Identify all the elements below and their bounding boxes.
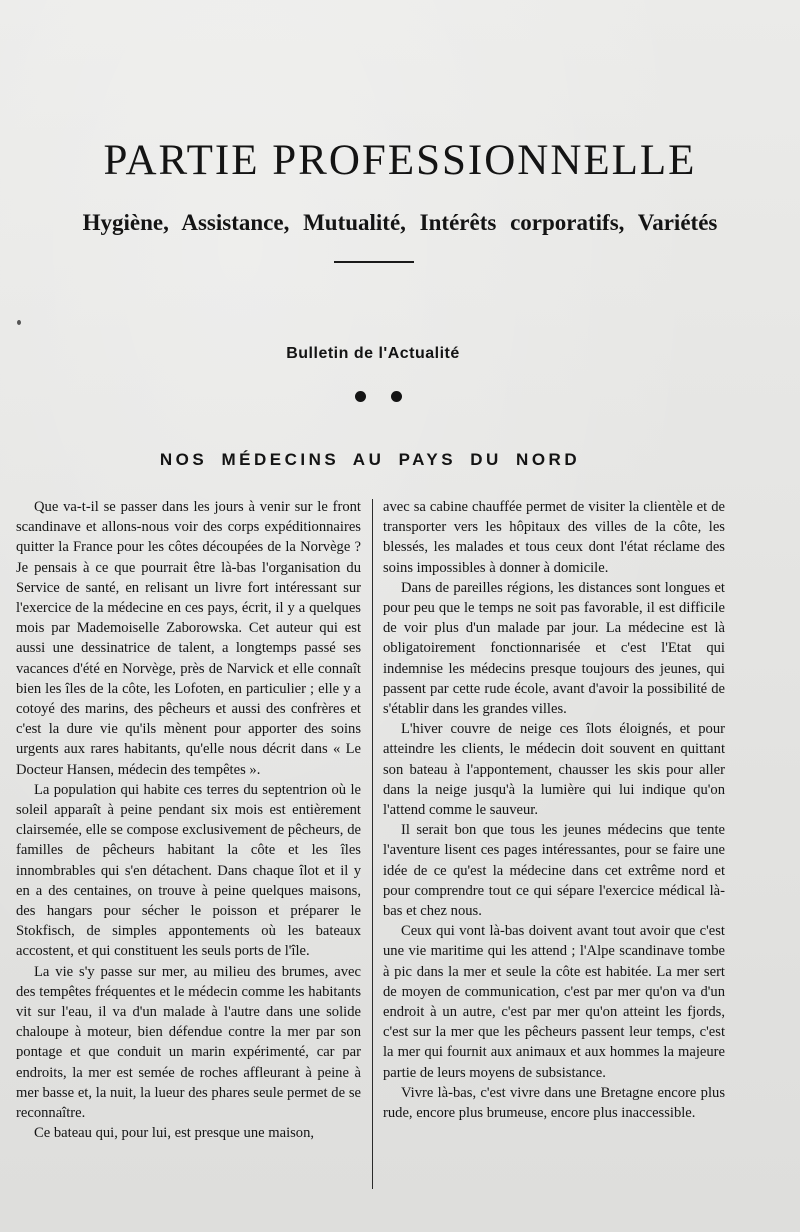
paragraph: L'hiver couvre de neige ces îlots éloignés, et pour atteindre les clients, le médecin doit souvent en quittant son bateau à l'appontement, chausser les skis pour aller dans la neige jusqu'à la lumière qui lui indique qu'on l'attend comme le sauveur. (383, 721, 725, 819)
paragraph: La vie s'y passe sur mer, au milieu des brumes, avec des tempêtes fréquentes et le médecin comme les habitants vit sur l'eau, il va d'un malade à l'autre dans une solide chaloupe à moteur, bien défendue contre la mer par son pontage et que conduit un marin expérimenté, car par endroits, la mer est semée de roches affleurant à peine à mer basse et, la nuit, la lueur des phares seule permet de se reconnaître. (16, 963, 361, 1122)
title-rule (334, 261, 414, 263)
article-title: NOS MÉDECINS AU PAYS DU NORD (159, 450, 581, 469)
column-divider (372, 499, 373, 1189)
paragraph-continued: avec sa cabine chauffée permet de visiter la clientèle et de transporter vers les hôpitaux des villes de la côte, les blessés, les malades et tous ceux dont l'état réclame des soins impossibles à donner à domicile. (383, 499, 725, 576)
paragraph: Ce bateau qui, pour lui, est presque une maison, (34, 1125, 315, 1142)
paragraph: Il serait bon que tous les jeunes médecins que tente l'aventure lisent ces pages intéressantes, pour se faire une idée de ce qu'est la médecine dans cet extrême nord et pour comprendre tout ce qui sépare l'exercice médical là-bas et chez nous. (383, 822, 725, 920)
paragraph: Vivre là-bas, c'est vivre dans une Bretagne encore plus rude, encore plus brumeuse, encore plus inaccessible. (383, 1084, 725, 1122)
print-speck (17, 320, 21, 325)
paragraph: Que va-t-il se passer dans les jours à venir sur le front scandinave et allons-nous voir des corps expéditionnaires quitter la France pour les côtes découpées de la Norvège ? Je pensais à ce que pourrait être là-bas l'organisation du Service de santé, en relisant un livre fort intéressant sur l'exercice de la médecine en ces pays, écrit, il y a quelques mois par Mademoiselle Zaborowska. Cet auteur qui est aussi une dessinatrice de talent, a longtemps passé ses vacances d'été en Norvège, près de Narvick et elle connaît bien les îles de la côte, les Lofoten, en particulier ; elle y a cotoyé des marins, des pêcheurs et aussi des confrères et c'est la dure vie qu'ils mènent pour apporter des soins urgents aux rares habitants, qu'elle nous décrit dans « Le Docteur Hansen, médecin des tempêtes ». (16, 499, 361, 778)
paragraph: Ceux qui vont là-bas doivent avant tout avoir que c'est une vie maritime qui les attend ; l'Alpe scandinave tombe à pic dans la mer et seule la côte est habitée. La mer sert de moyen de communication, c'est par mer qu'on va d'un endroit à un autre, c'est par mer qu'on atteint les fjords, c'est sur la mer que les pêcheurs passent leur temps, c'est la mer qui fournit aux animaux et aux hommes la majeure partie de leurs moyens de subsistance. (383, 923, 725, 1081)
paragraph: Dans de pareilles régions, les distances sont longues et pour peu que le temps ne soit pas favorable, il est difficile de voir plus d'un malade par jour. La médecine est là obligatoirement fonctionnarisée et c'est l'Etat qui indemnise les médecins presque toujours des jeunes, qui passent par cette rude école, avant d'avoir la possibilité de s'établir dans les grandes villes. (383, 579, 725, 718)
section-heading: Bulletin de l'Actualité (286, 345, 460, 362)
ornament-dots (355, 391, 401, 403)
page-subtitle: Hygiène, Assistance, Mutualité, Intérêts corporatifs, Variétés (82, 210, 718, 235)
ornament-dot (391, 391, 402, 402)
article-column-left (16, 497, 361, 1144)
ornament-dot (355, 391, 366, 402)
article-column-right (383, 497, 725, 1123)
page-title: PARTIE PROFESSIONNELLE (103, 137, 697, 184)
paragraph: La population qui habite ces terres du septentrion où le soleil apparaît à peine pendant six mois est entièrement clairsemée, elle se compose exclusivement de pêcheurs, de familles de pêcheurs habitant la côte et les îles innombrables qui s'en détachent. Dans chaque îlot et il y en a des centaines, on trouve à peine quelques maisons, des hangars pour sécher le poisson et préparer le Stokfisch, de simples appontements où les bateaux accostent, et qui constituent les seuls ports de l'île. (16, 781, 361, 960)
